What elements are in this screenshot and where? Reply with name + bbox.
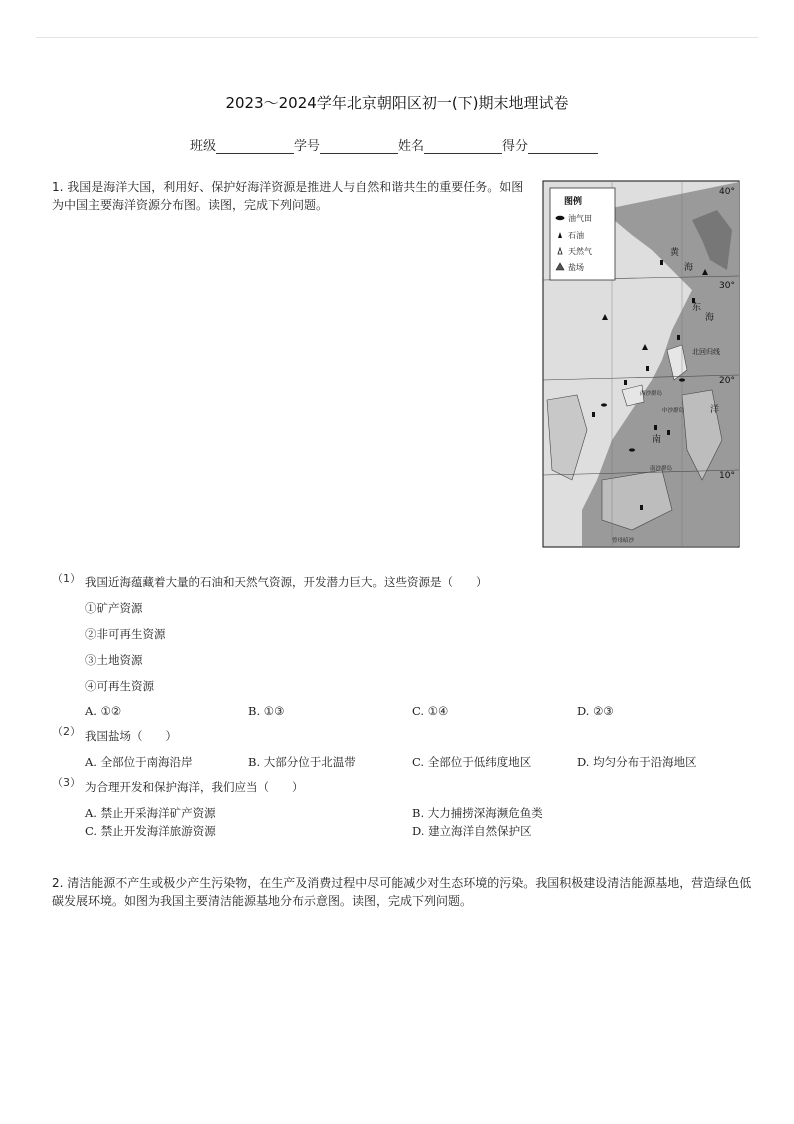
lat-label-30: 30° <box>719 281 735 291</box>
legend-oil-gas-label: 油气田 <box>568 214 592 223</box>
lat-label-20: 20° <box>719 376 735 386</box>
sea-label-nan: 南 <box>652 435 662 445</box>
subquestion-1-option-b[interactable]: B. ①③ <box>248 704 285 718</box>
name-label: 姓名 <box>398 139 425 154</box>
legend-title: 图例 <box>564 197 583 207</box>
statement-item: ④可再生资源 <box>85 679 154 693</box>
oil-marker <box>654 425 657 430</box>
oil-marker <box>646 366 649 371</box>
oil-marker <box>692 298 695 303</box>
subquestion-2-number: （2） <box>52 725 81 738</box>
page-title: 2023～2024学年北京朝阳区初一(下)期末地理试卷 <box>225 94 569 112</box>
student-id-field <box>294 135 398 154</box>
legend-salt-field-label: 盐场 <box>568 263 584 272</box>
oil-gas-field-marker <box>601 403 607 406</box>
subquestion-1-option-d[interactable]: D. ②③ <box>577 704 614 718</box>
statement-item: ③土地资源 <box>85 653 143 667</box>
class-blank[interactable] <box>216 139 294 154</box>
subquestion-3-option-a[interactable]: A. 禁止开采海洋矿产资源 <box>85 806 216 820</box>
student-id-label: 学号 <box>294 139 321 154</box>
subquestion-1-option-c[interactable]: C. ①④ <box>412 704 449 718</box>
sea-label-hai-1: 海 <box>684 263 694 273</box>
legend-natural-gas-label: 天然气 <box>568 247 592 256</box>
student-info-row <box>190 135 598 154</box>
oil-gas-field-marker <box>679 378 685 381</box>
class-field <box>190 135 294 154</box>
sea-label-hai-2: 海 <box>705 313 715 323</box>
subquestion-2-option-a[interactable]: A. 全部位于南海沿岸 <box>85 755 193 769</box>
subquestion-3-option-c[interactable]: C. 禁止开发海洋旅游资源 <box>85 824 216 838</box>
legend-oil-label: 石油 <box>568 231 584 240</box>
oil-marker <box>640 505 643 510</box>
oil-marker <box>667 430 670 435</box>
score-blank[interactable] <box>528 139 598 154</box>
oil-marker <box>624 380 627 385</box>
subquestion-3-option-d[interactable]: D. 建立海洋自然保护区 <box>412 824 532 838</box>
place-label-xisha: 西沙群岛 <box>640 391 663 397</box>
top-divider <box>36 37 758 38</box>
oil-marker <box>592 412 595 417</box>
place-label-nansha: 南沙群岛 <box>650 466 673 472</box>
marine-resources-map <box>542 180 740 548</box>
subquestion-2-option-d[interactable]: D. 均匀分布于沿海地区 <box>577 755 697 769</box>
question-1-stem: 1. 我国是海洋大国，利用好、保护好海洋资源是推进人与自然和谐共生的重要任务。如图为中国主要海洋资源分布图。读图，完成下列问题。 <box>52 180 524 212</box>
score-label: 得分 <box>502 139 529 154</box>
lat-label-10: 10° <box>719 471 735 481</box>
subquestion-2-option-b[interactable]: B. 大部分位于北温带 <box>248 755 356 769</box>
subquestion-3-stem: 为合理开发和保护海洋，我们应当（ ） <box>85 780 304 794</box>
class-label: 班级 <box>190 139 217 154</box>
place-label-zengmu: 曾母暗沙 <box>612 538 635 544</box>
subquestion-3-option-b[interactable]: B. 大力捕捞深海濒危鱼类 <box>412 806 543 820</box>
tropic-of-cancer-label: 北回归线 <box>692 348 720 356</box>
student-id-blank[interactable] <box>320 139 398 154</box>
place-label-zhongsha: 中沙群岛 <box>662 408 685 414</box>
oil-marker <box>677 335 680 340</box>
sea-label-huang: 黄 <box>670 248 680 258</box>
statement-item: ②非可再生资源 <box>85 627 166 641</box>
subquestion-1-number: （1） <box>52 572 81 585</box>
subquestion-3-number: （3） <box>52 776 81 789</box>
subquestion-1-option-a[interactable]: A. ①② <box>85 704 122 718</box>
sea-label-yang: 洋 <box>710 405 720 415</box>
legend-oil-gas-icon <box>556 216 565 220</box>
score-field <box>502 135 598 154</box>
oil-marker <box>660 260 663 265</box>
lat-label-40: 40° <box>719 187 735 197</box>
statement-item: ①矿产资源 <box>85 601 143 615</box>
subquestion-2-stem: 我国盐场（ ） <box>85 729 177 743</box>
subquestion-2-option-c[interactable]: C. 全部位于低纬度地区 <box>412 755 532 769</box>
sea-label-dong: 东 <box>692 303 702 313</box>
question-2-stem: 2. 清洁能源不产生或极少产生污染物，在生产及消费过程中尽可能减少对生态环境的污染。我国积极建设清洁能源基地，营造绿色低碳发展环境。如图为我国主要清洁能源基地分布示意图。读图，完成下列问题。 <box>52 876 752 908</box>
subquestion-1-stem: 我国近海蕴藏着大量的石油和天然气资源，开发潜力巨大。这些资源是（ ） <box>85 575 488 589</box>
name-field <box>398 135 502 154</box>
name-blank[interactable] <box>424 139 502 154</box>
oil-gas-field-marker <box>629 448 635 451</box>
